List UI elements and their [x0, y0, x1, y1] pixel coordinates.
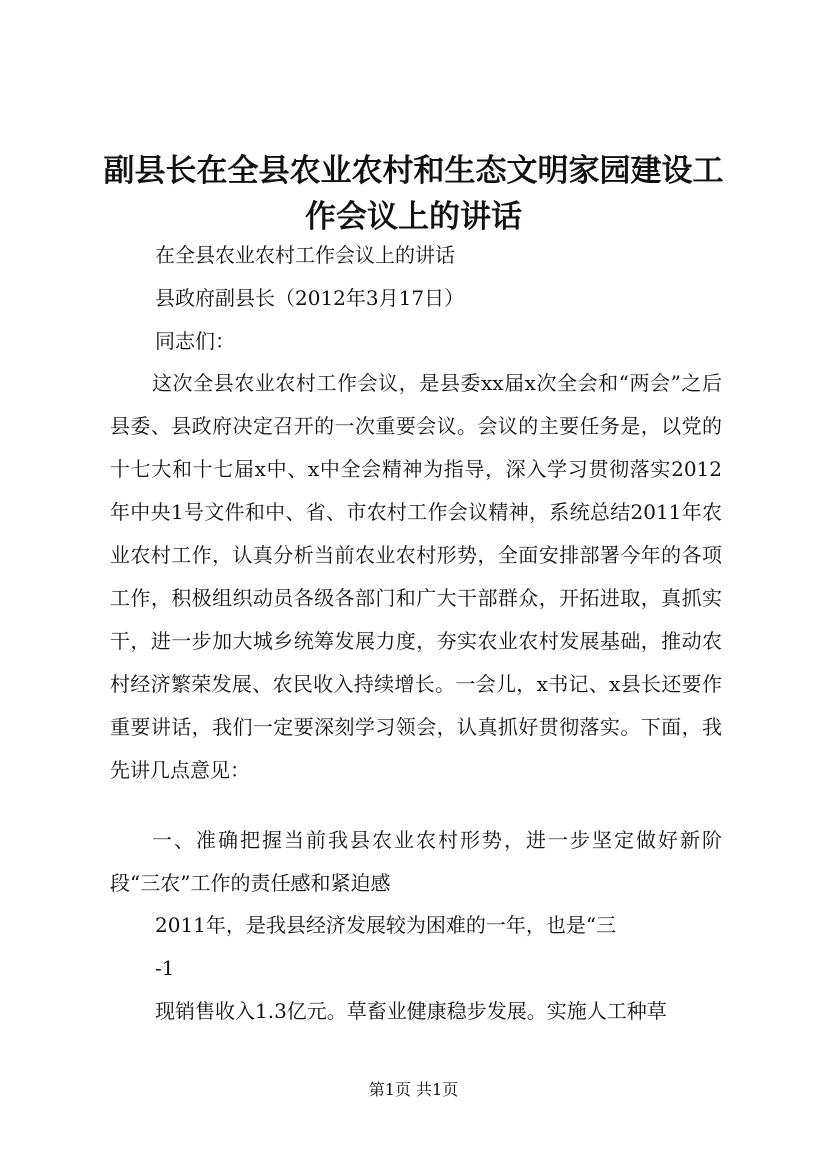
salutation: 同志们： — [155, 329, 235, 353]
paragraph-2011: 2011年，是我县经济发展较为困难的一年，也是“三 — [155, 913, 617, 937]
page-footer: 第1页 共1页 — [368, 1080, 459, 1099]
page-marker: -1 — [155, 956, 175, 980]
subtitle: 在全县农业农村工作会议上的讲话 — [155, 243, 455, 267]
paragraph-intro: 这次全县农业农村工作会议，是县委xx届x次全会和“两会”之后县委、县政府决定召开的一次重要会议。会议的主要任务是，以党的十七大和十七届x中、x中全会精神为指导，深入学习贯彻落实2012年中央1号文件和中、省、市农村工作会议精神，系统总结2011年农业农村工作，认真分析当前农业农村形势，全面安排部署今年的各项工作，积极组织动员各级各部门和广大干部群众，开拓进取，真抓实干，进一步加大城乡统筹发展力度，夯实农业农村发展基础，推动农村经济繁荣发展、农民收入持续增长。一会儿，x书记、x县长还要作重要讲话，我们一定要深刻学习领会，认真抓好贯彻落实。下面，我先讲几点意见： — [110, 371, 722, 782]
document-title: 副县长在全县农业农村和生态文明家园建设工作会议上的讲话 — [103, 153, 724, 235]
section-heading-1: 一、准确把握当前我县农业农村形势，进一步坚定做好新阶段“三农”工作的责任感和紧迫感 — [110, 828, 722, 895]
speaker-line: 县政府副县长（2012年3月17日） — [155, 286, 465, 310]
paragraph-continued: 现销售收入1.3亿元。草畜业健康稳步发展。实施人工种草 — [155, 999, 667, 1023]
